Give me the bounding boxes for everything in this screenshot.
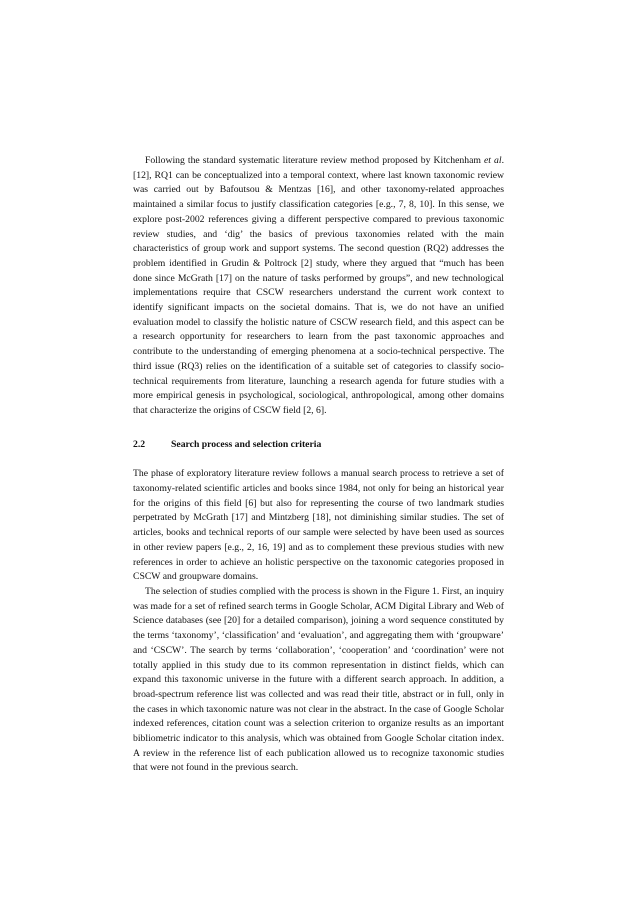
paragraph-research-questions <box>133 154 504 419</box>
paragraph-text: . [12], RQ1 can be conceptualized into a temporal context, where last known taxonomic review was carried out by Bafoutsou & Mentzas [16], and other taxonomy-related approaches maintained a similar focus to justify classification categories [e.g., 7, 8, 10]. In this sense, we explore post-2002 references giving a different perspective compared to previous taxonomic review studies, and ‘dig’ the basics of previous taxonomies related with the main characteristics of group work and support systems. The second question (RQ2) addresses the problem identified in Grudin & Poltrock [2] study, where they argued that “much has been done since McGrath [17] on the nature of tasks performed by groups”, and new technological implementations require that CSCW researchers understand the current work context to identify significant impacts on the societal domains. That is, we do not have an unified evaluation model to classify the holistic nature of CSCW research field, and this aspect can be a research opportunity for researchers to learn from the past taxonomic approaches and contribute to the understanding of emerging phenomena at a socio-technical perspective. The third issue (RQ3) relies on the identification of a suitable set of categories to classify socio-technical requirements from literature, launching a research agenda for future studies with a more empirical genesis in psychological, sociological, anthropological, among other domains that characterize the origins of CSCW field [2, 6]. <box>133 155 504 416</box>
section-title: Search process and selection criteria <box>171 438 322 450</box>
paragraph-search-process: The phase of exploratory literature review follows a manual search process to retrieve a set of taxonomy-related scientific articles and books since 1984, not only for being an historical year for the origins of this field [6] but also for representing the course of two landmark studies perpetrated by McGrath [17] and Mintzberg [18], not diminishing similar studies. The set of articles, books and technical reports of our sample were selected by have been used as sources in other review papers [e.g., 2, 16, 19] and as to complement these previous studies with new references in order to achieve an holistic perspective on the taxonomic categories proposed in CSCW and groupware domains. <box>133 468 504 583</box>
page-body <box>133 154 504 776</box>
section-number: 2.2 <box>133 438 146 450</box>
section-heading <box>133 438 504 453</box>
italic-et-al: et al <box>483 155 502 166</box>
paragraph-text: Following the standard systematic literature review method proposed by Kitchenham <box>145 155 484 166</box>
paragraph-selection-studies: The selection of studies complied with the process is shown in the Figure 1. First, an inquiry was made for a set of refined search terms in Google Scholar, ACM Digital Library and Web of Science databases (see [20] for a detailed comparison), joining a word sequence constituted by the terms ‘taxonomy’, ‘classification’ and ‘evaluation’, and aggregating them with ‘groupware’ and ‘CSCW’. The search by terms ‘collaboration’, ‘cooperation’ and ‘coordination’ were not totally applied in this study due to its common representation in distinct fields, which can expand this taxonomic universe in the future with a different search approach. In addition, a broad-spectrum reference list was collected and was read their title, abstract or in full, only in the cases in which taxonomic nature was not clear in the abstract. In the case of Google Scholar indexed references, citation count was a selection criterion to organize results as an important bibliometric indicator to this analysis, which was obtained from Google Scholar citation index. A review in the reference list of each publication allowed us to recognize taxonomic studies that were not found in the previous search. <box>133 585 504 774</box>
